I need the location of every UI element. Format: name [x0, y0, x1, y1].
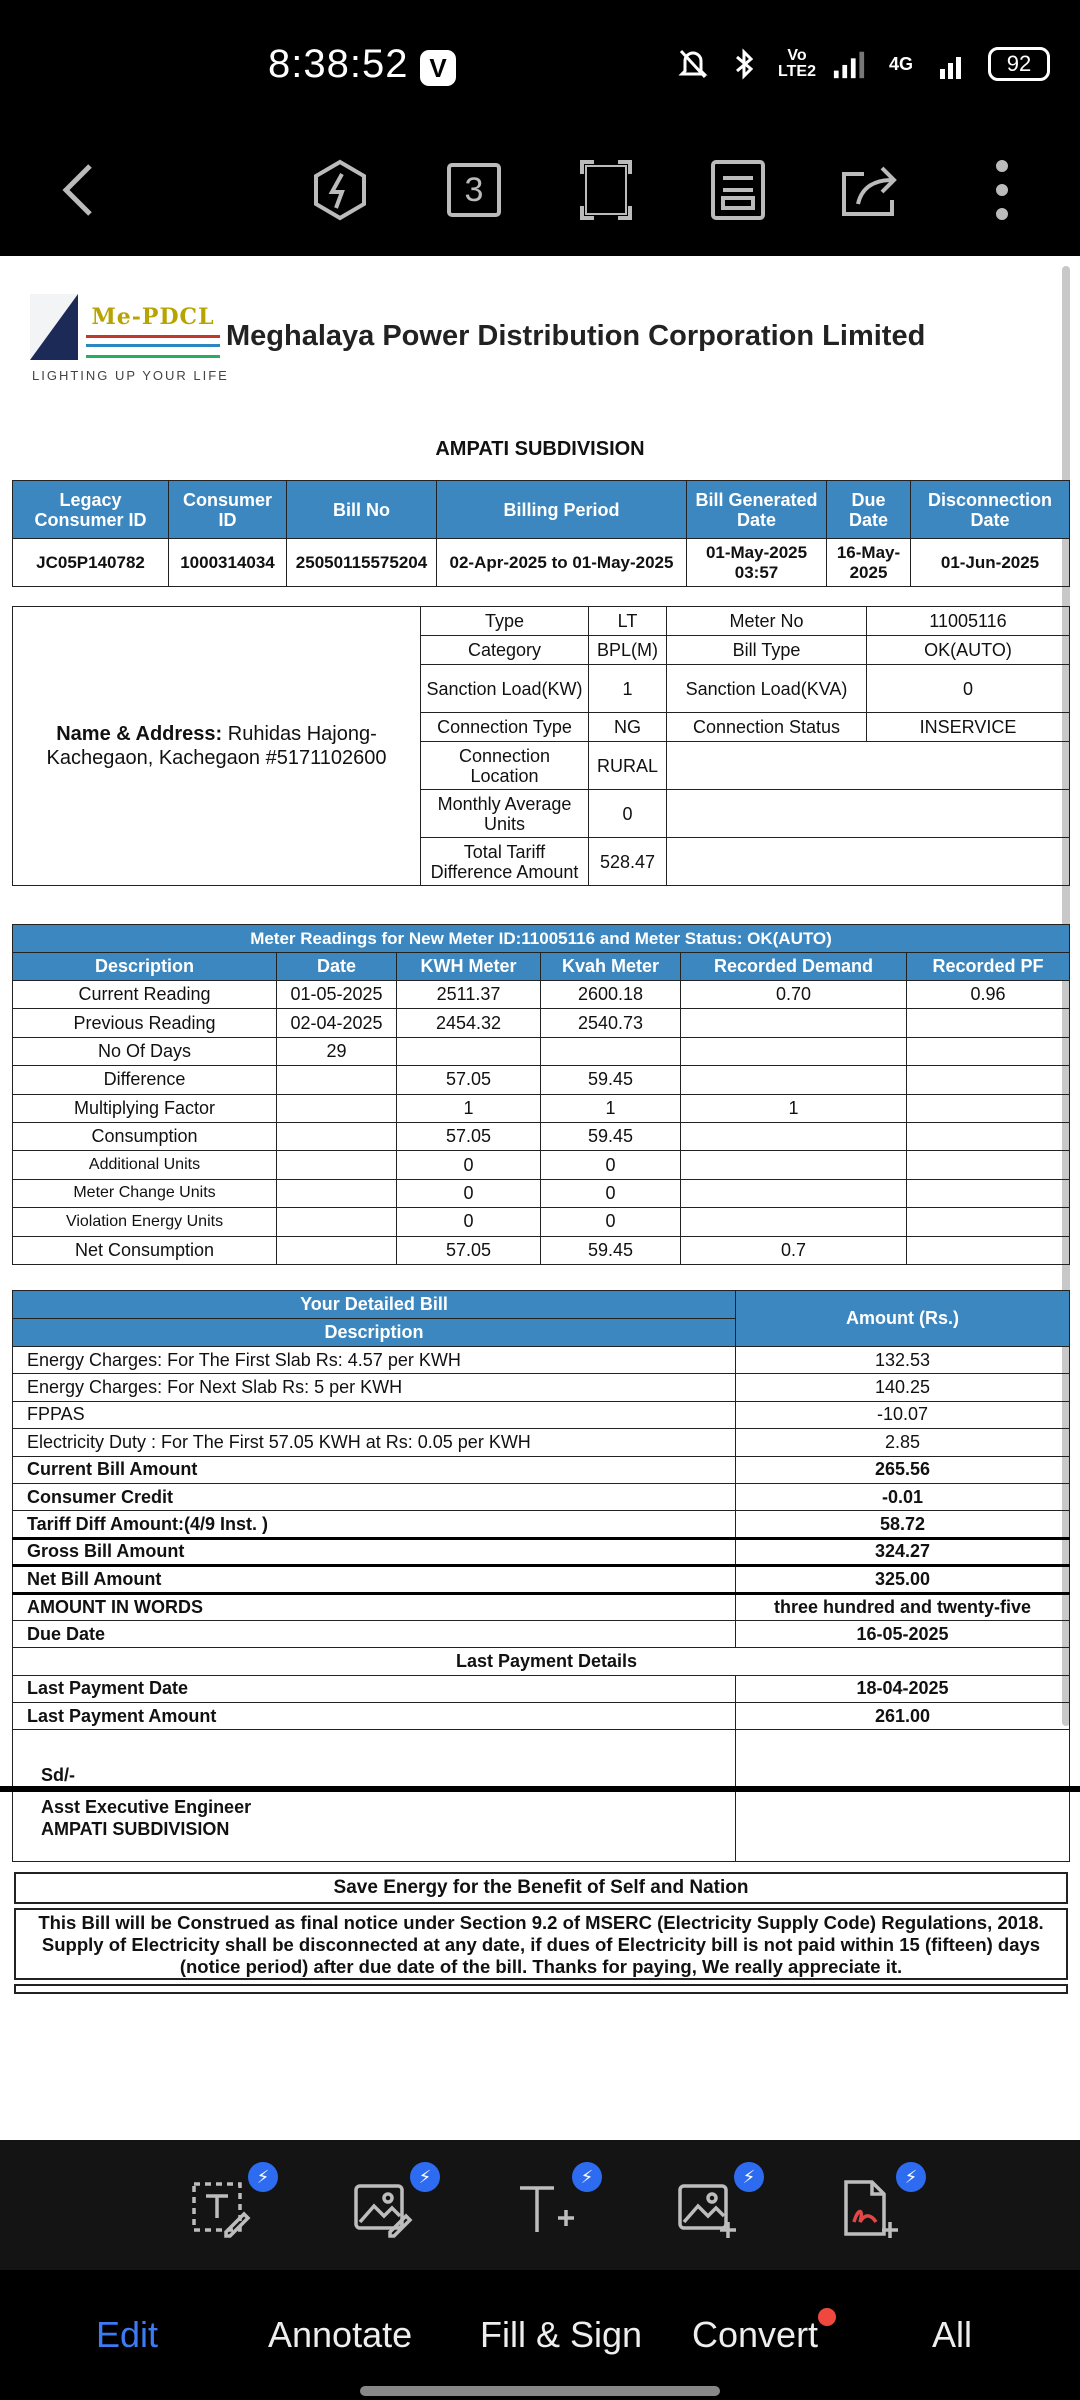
- col-bill-no: Bill No: [287, 481, 437, 539]
- edit-tools-row: [0, 2140, 1080, 2270]
- meter-no-value: 11005116: [867, 607, 1070, 636]
- bill-amount: 2.85: [736, 1429, 1070, 1456]
- pro-bolt-icon: ⚡: [410, 2162, 440, 2192]
- meter-cell: Current Reading: [13, 981, 277, 1009]
- meter-cell: 01-05-2025: [277, 981, 397, 1009]
- bill-amount: -0.01: [736, 1483, 1070, 1510]
- detailed-bill-table: [12, 1290, 1070, 1862]
- page-count-button[interactable]: [434, 150, 514, 230]
- bill-description: Consumer Credit: [13, 1483, 736, 1510]
- meter-col-demand: Recorded Demand: [681, 953, 907, 981]
- bill-description: AMOUNT IN WORDS: [13, 1593, 736, 1620]
- category-label: Category: [421, 636, 589, 665]
- col-due-date: Due Date: [827, 481, 911, 539]
- meter-cell: Meter Change Units: [13, 1179, 277, 1207]
- page-count: 3: [464, 170, 484, 209]
- meter-cell: [907, 1179, 1070, 1207]
- bill-row: [13, 1620, 1070, 1647]
- pro-bolt-icon: ⚡: [572, 2162, 602, 2192]
- mute-icon: [676, 44, 710, 84]
- meter-cell: Previous Reading: [13, 1009, 277, 1037]
- page-end-rule: [14, 1984, 1068, 1994]
- meter-cell: 0.7: [681, 1236, 907, 1264]
- name-address-cell: [13, 607, 421, 886]
- billing-period: 02-Apr-2025 to 01-May-2025: [437, 539, 687, 587]
- meter-cell: [681, 1066, 907, 1094]
- nav-convert[interactable]: Convert: [692, 2314, 819, 2355]
- conn-status-value: INSERVICE: [867, 713, 1070, 742]
- meter-col-kvah: Kvah Meter: [541, 953, 681, 981]
- nav-edit[interactable]: Edit: [96, 2314, 159, 2355]
- meter-cell: No Of Days: [13, 1037, 277, 1065]
- company-name: Meghalaya Power Distribution Corporation Limited: [226, 320, 926, 352]
- sanction-kw-label: Sanction Load(KW): [421, 665, 589, 713]
- meter-cell: 57.05: [397, 1066, 541, 1094]
- bill-type-value: OK(AUTO): [867, 636, 1070, 665]
- pro-bolt-icon: ⚡: [896, 2162, 926, 2192]
- signatory-row: [13, 1788, 1070, 1862]
- consumer-id: 1000314034: [169, 539, 287, 587]
- meter-cell: Additional Units: [13, 1151, 277, 1179]
- amount-header: Amount (Rs.): [736, 1291, 1070, 1347]
- bill-amount: 58.72: [736, 1511, 1070, 1538]
- bill-title: Your Detailed Bill: [13, 1291, 736, 1319]
- meter-cell: 2511.37: [397, 981, 541, 1009]
- last-payment-date-label: Last Payment Date: [13, 1675, 736, 1702]
- last-payment-amount: 261.00: [736, 1703, 1070, 1730]
- meter-cell: [681, 1037, 907, 1065]
- bill-type-label: Bill Type: [667, 636, 867, 665]
- meter-cell: [277, 1151, 397, 1179]
- bill-description: Net Bill Amount: [13, 1566, 736, 1593]
- meter-cell: Multiplying Factor: [13, 1094, 277, 1122]
- bill-description: Current Bill Amount: [13, 1456, 736, 1483]
- meter-cell: 29: [277, 1037, 397, 1065]
- meter-row: [13, 1236, 1070, 1264]
- bill-description: Due Date: [13, 1620, 736, 1647]
- meter-cell: 0.70: [681, 981, 907, 1009]
- last-payment-header-row: [13, 1648, 1070, 1675]
- bill-row: [13, 1511, 1070, 1538]
- meter-cell: 0: [541, 1179, 681, 1207]
- disconnection-notice: This Bill will be Construed as final notice under Section 9.2 of MSERC (Electricity Supply Code) Regulations, 2018. Supply of Electricity shall be disconnected at any date, if dues of Electricity bill is not paid within 15 (fifteen) days (notice period) after due date of the bill. Thanks for paying, We really appreciate it.: [14, 1908, 1068, 1980]
- bill-description: FPPAS: [13, 1401, 736, 1428]
- bill-description: Electricity Duty : For The First 57.05 KWH at Rs: 0.05 per KWH: [13, 1429, 736, 1456]
- meter-cell: Net Consumption: [13, 1236, 277, 1264]
- description-header: Description: [13, 1319, 736, 1347]
- logo-tagline: LIGHTING UP YOUR LIFE: [32, 368, 229, 383]
- meter-cell: [681, 1179, 907, 1207]
- signal-icon: [832, 44, 866, 84]
- bill-row: [13, 1429, 1070, 1456]
- meter-row: [13, 1179, 1070, 1207]
- category-value: BPL(M): [589, 636, 667, 665]
- meter-cell: 59.45: [541, 1122, 681, 1150]
- last-payment-date: 18-04-2025: [736, 1675, 1070, 1702]
- pdf-sign-icon[interactable]: [834, 2167, 918, 2244]
- bill-row: [13, 1456, 1070, 1483]
- nav-fill-sign[interactable]: Fill & Sign: [480, 2314, 643, 2355]
- due-date: 16-May-2025: [827, 539, 911, 587]
- meter-cell: [277, 1208, 397, 1236]
- meter-cell: 1: [397, 1094, 541, 1122]
- bill-amount: 132.53: [736, 1347, 1070, 1374]
- meter-cell: Violation Energy Units: [13, 1208, 277, 1236]
- meter-cell: 02-04-2025: [277, 1009, 397, 1037]
- add-image-icon[interactable]: [672, 2167, 756, 2244]
- pro-bolt-icon: ⚡: [248, 2162, 278, 2192]
- viewer-toolbar: [0, 130, 1080, 256]
- meter-cell: 0: [541, 1151, 681, 1179]
- nav-annotate[interactable]: Annotate: [268, 2314, 413, 2355]
- conn-status-label: Connection Status: [667, 713, 867, 742]
- type-value: LT: [589, 607, 667, 636]
- fullscreen-icon[interactable]: [566, 150, 646, 230]
- pro-bolt-icon: ⚡: [734, 2162, 764, 2192]
- meter-cell: Consumption: [13, 1122, 277, 1150]
- bill-row: [13, 1401, 1070, 1428]
- conn-type-label: Connection Type: [421, 713, 589, 742]
- network-4g-icon: 4G: [888, 53, 913, 74]
- col-billing-period: Billing Period: [437, 481, 687, 539]
- app-notification-icon: V: [420, 50, 456, 86]
- bill-amount: three hundred and twenty-five: [736, 1593, 1070, 1620]
- meter-cell: 57.05: [397, 1236, 541, 1264]
- meter-cell: [907, 1236, 1070, 1264]
- meter-cell: 57.05: [397, 1122, 541, 1150]
- bill-amount: 324.27: [736, 1538, 1070, 1565]
- meter-cell: [277, 1066, 397, 1094]
- ai-assistant-icon[interactable]: [300, 150, 380, 230]
- meter-cell: [681, 1208, 907, 1236]
- bottom-nav: [0, 2270, 1080, 2400]
- meter-row: [13, 1151, 1070, 1179]
- meter-cell: 0: [541, 1208, 681, 1236]
- conn-loc-value: RURAL: [589, 742, 667, 790]
- meter-row: [13, 1122, 1070, 1150]
- meter-cell: [681, 1151, 907, 1179]
- more-options-icon[interactable]: [962, 150, 1042, 230]
- meter-row: [13, 1037, 1070, 1065]
- bill-row: [13, 1566, 1070, 1593]
- bill-amount: 140.25: [736, 1374, 1070, 1401]
- meter-cell: [907, 1066, 1070, 1094]
- meter-col-pf: Recorded PF: [907, 953, 1070, 981]
- meter-cell: [277, 1122, 397, 1150]
- meter-cell: [907, 1122, 1070, 1150]
- meter-cell: 0: [397, 1151, 541, 1179]
- meter-cell: [907, 1151, 1070, 1179]
- pdf-page[interactable]: [0, 256, 1080, 2140]
- company-logo: [30, 294, 229, 394]
- conn-loc-label: Connection Location: [421, 742, 589, 790]
- bill-amount: 265.56: [736, 1456, 1070, 1483]
- meter-cell: 2454.32: [397, 1009, 541, 1037]
- status-bar: [0, 0, 1080, 130]
- meter-cell: 0: [397, 1208, 541, 1236]
- meter-cell: 0.96: [907, 981, 1070, 1009]
- consumer-info-table: [12, 606, 1070, 886]
- col-legacy-id: Legacy Consumer ID: [13, 481, 169, 539]
- home-indicator[interactable]: [360, 2386, 720, 2396]
- meter-cell: 2540.73: [541, 1009, 681, 1037]
- signal-2-icon: [936, 44, 970, 84]
- meter-col-date: Date: [277, 953, 397, 981]
- back-icon[interactable]: [38, 150, 118, 230]
- bill-amount: 16-05-2025: [736, 1620, 1070, 1647]
- volte-icon: Vo LTE2: [778, 47, 816, 80]
- meter-cell: 59.45: [541, 1236, 681, 1264]
- add-text-icon[interactable]: [510, 2167, 594, 2244]
- sanction-kw-value: 1: [589, 665, 667, 713]
- tariff-diff-value: 528.47: [589, 838, 667, 886]
- meter-cell: 0: [397, 1179, 541, 1207]
- signatory-office: AMPATI SUBDIVISION: [41, 1819, 230, 1840]
- monthly-avg-label: Monthly Average Units: [421, 790, 589, 838]
- save-energy-banner: Save Energy for the Benefit of Self and Nation: [14, 1872, 1068, 1904]
- bill-row: [13, 1593, 1070, 1620]
- meter-cell: Difference: [13, 1066, 277, 1094]
- sd-label: Sd/-: [13, 1730, 736, 1788]
- last-payment-date-row: [13, 1675, 1070, 1702]
- meter-cell: [277, 1236, 397, 1264]
- legacy-id: JC05P140782: [13, 539, 169, 587]
- status-time: 8:38:52: [268, 42, 409, 86]
- signatory-title: Asst Executive Engineer: [41, 1797, 252, 1818]
- logo-text: Me-PDCL: [86, 304, 220, 338]
- name-value: Ruhidas Hajong-Kachegaon, Kachegaon #5171102600: [46, 723, 387, 769]
- meter-cell: [397, 1037, 541, 1065]
- meter-cell: 2600.18: [541, 981, 681, 1009]
- meter-readings-table: [12, 924, 1070, 1265]
- last-payment-title: Last Payment Details: [13, 1648, 1070, 1675]
- meter-col-description: Description: [13, 953, 277, 981]
- bill-header-table: [12, 480, 1070, 587]
- meter-cell: 1: [541, 1094, 681, 1122]
- meter-cell: [541, 1037, 681, 1065]
- meter-no-label: Meter No: [667, 607, 867, 636]
- meter-row: [13, 1066, 1070, 1094]
- conn-type-value: NG: [589, 713, 667, 742]
- monthly-avg-value: 0: [589, 790, 667, 838]
- meter-row: [13, 1094, 1070, 1122]
- nav-all[interactable]: All: [932, 2314, 973, 2355]
- disconnection-date: 01-Jun-2025: [911, 539, 1070, 587]
- status-icons: [676, 44, 1050, 84]
- bill-description: Gross Bill Amount: [13, 1538, 736, 1565]
- meter-cell: [681, 1009, 907, 1037]
- bluetooth-icon: [728, 44, 762, 84]
- meter-col-kwh: KWH Meter: [397, 953, 541, 981]
- col-bill-generated: Bill Generated Date: [687, 481, 827, 539]
- bill-row: [13, 1374, 1070, 1401]
- bill-row: [13, 1483, 1070, 1510]
- edit-image-icon[interactable]: [348, 2167, 432, 2244]
- battery-icon: 92: [988, 47, 1050, 81]
- bill-description: Energy Charges: For Next Slab Rs: 5 per KWH: [13, 1374, 736, 1401]
- last-payment-amount-label: Last Payment Amount: [13, 1703, 736, 1730]
- sanction-kva-label: Sanction Load(KVA): [667, 665, 867, 713]
- bill-row: [13, 1347, 1070, 1374]
- signatory: [13, 1788, 736, 1862]
- bill-no: 25050115575204: [287, 539, 437, 587]
- meter-row: [13, 981, 1070, 1009]
- bill-amount: 325.00: [736, 1566, 1070, 1593]
- meter-caption: Meter Readings for New Meter ID:11005116 and Meter Status: OK(AUTO): [13, 925, 1070, 953]
- meter-row: [13, 1009, 1070, 1037]
- reader-mode-icon[interactable]: [698, 150, 778, 230]
- bill-generated-date: 01-May-2025 03:57: [687, 539, 827, 587]
- page-break-line: [0, 1786, 1080, 1792]
- share-icon[interactable]: [830, 150, 910, 230]
- meter-cell: [907, 1208, 1070, 1236]
- subdivision-title: AMPATI SUBDIVISION: [435, 438, 645, 460]
- col-disconnection: Disconnection Date: [911, 481, 1070, 539]
- last-payment-amount-row: [13, 1703, 1070, 1730]
- bill-description: Tariff Diff Amount:(4/9 Inst. ): [13, 1511, 736, 1538]
- tariff-diff-label: Total Tariff Difference Amount: [421, 838, 589, 886]
- meter-cell: [277, 1179, 397, 1207]
- signature-row: [13, 1730, 1070, 1788]
- notification-dot: [818, 2308, 836, 2326]
- meter-cell: 59.45: [541, 1066, 681, 1094]
- meter-cell: [277, 1094, 397, 1122]
- meter-cell: 1: [681, 1094, 907, 1122]
- bill-row: [13, 1538, 1070, 1565]
- name-label: Name & Address:: [56, 723, 223, 745]
- type-label: Type: [421, 607, 589, 636]
- meter-cell: [907, 1037, 1070, 1065]
- edit-text-icon[interactable]: [186, 2167, 270, 2244]
- meter-cell: [907, 1094, 1070, 1122]
- sanction-kva-value: 0: [867, 665, 1070, 713]
- col-consumer-id: Consumer ID: [169, 481, 287, 539]
- meter-row: [13, 1208, 1070, 1236]
- meter-cell: [907, 1009, 1070, 1037]
- bill-amount: -10.07: [736, 1401, 1070, 1428]
- bill-description: Energy Charges: For The First Slab Rs: 4.57 per KWH: [13, 1347, 736, 1374]
- meter-cell: [681, 1122, 907, 1150]
